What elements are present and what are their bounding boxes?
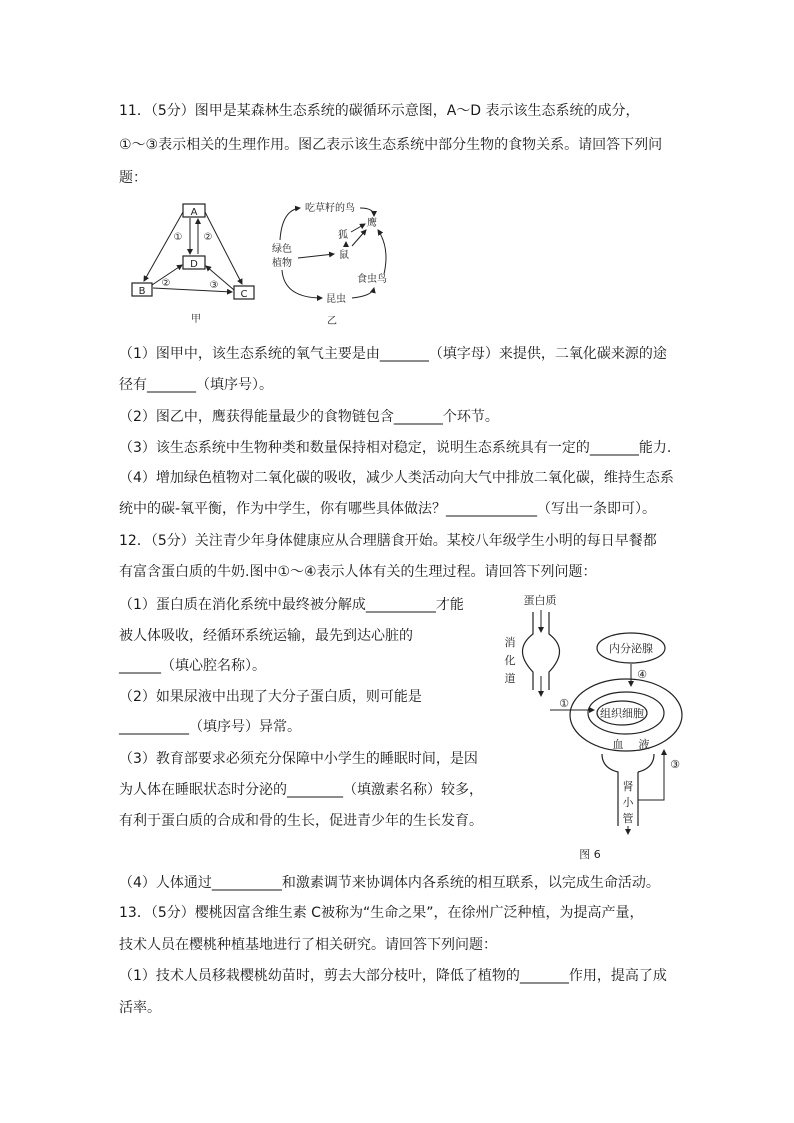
label-process-4: ④ (637, 668, 647, 681)
label-protein: 蛋白质 (523, 594, 557, 607)
organism-eagle: 鹰 (367, 218, 377, 229)
label-blood: 血 (612, 738, 624, 751)
node-a: A (190, 207, 198, 218)
q11-part4-line-2: 统中的碳-氧平衡，作为中学生，你有哪些具体做法？_____________（写出一条即可）。 (119, 501, 657, 517)
q12-part1-line-3: ______（填心腔名称）。 (119, 658, 266, 674)
q13-part1-line-1: （1）技术人员移栽樱桃幼苗时，剪去大部分枝叶，降低了植物的_______作用，提高了成 (119, 968, 667, 984)
arrow-label-2: ② (203, 232, 213, 243)
q12-part1-line-1: （1）蛋白质在消化系统中最终被分解成__________才能 (119, 597, 464, 613)
figure-6-caption: 图 6 (579, 848, 601, 861)
q11-part3: （3）该生态系统中生物种类和数量保持相对稳定，说明生态系统具有一定的_______能力. (119, 440, 672, 456)
label-process-3: ③ (670, 758, 680, 771)
organism-green-2: 植物 (272, 258, 292, 269)
label-process-1: ① (559, 697, 569, 710)
label-digest-2: 化 (504, 654, 516, 667)
q12-part1-line-2: 被人体吸收，经循环系统运输，最先到达心脏的 (119, 628, 413, 644)
q12-part3-line-3: 有利于蛋白质的合成和骨的生长，促进青少年的生长发育。 (119, 813, 483, 829)
q12-part2-line-2: __________（填序号）异常。 (119, 719, 301, 735)
q11-part1-line-2: 径有_______（填序号）。 (119, 377, 273, 393)
arrow-label-1: ① (173, 232, 183, 243)
label-tissue: 组织细胞 (600, 707, 644, 720)
figure-jia-carbon-cycle (128, 198, 268, 328)
label-endocrine: 内分泌腺 (609, 642, 653, 655)
q12-part3-line-2: 为人体在睡眠状态时分泌的________（填激素名称）较多， (119, 782, 483, 798)
arrow-label-2b: ② (161, 278, 171, 289)
q13-part1-line-2: 活率。 (119, 1000, 161, 1016)
q12-intro-line-2: 有富含蛋白质的牛奶.图中①～④表示人体有关的生理过程。请回答下列问题： (119, 564, 597, 580)
label-digest-3: 道 (504, 672, 516, 685)
q11-part2: （2）图乙中，鹰获得能量最少的食物链包含_______个环节。 (119, 409, 499, 425)
figure-yi-caption: 乙 (327, 316, 337, 327)
organism-insect-bird: 食虫鸟 (357, 274, 387, 285)
organism-seed-bird: 吃草籽的鸟 (305, 203, 355, 214)
node-d: D (190, 259, 198, 270)
node-c: C (240, 289, 248, 300)
q11-intro-line-1: 11．（5分）图甲是某森林生态系统的碳循环示意图，A～D 表示该生态系统的成分， (119, 103, 640, 119)
q12-part3-line-1: （3）教育部要求必须充分保障中小学生的睡眠时间，是因 (119, 751, 478, 767)
q12-intro-line-1: 12．（5分）关注青少年身体健康应从合理膳食开始。某校八年级学生小明的每日早餐都 (119, 533, 657, 549)
q13-intro-line-2: 技术人员在樱桃种植基地进行了相关研究。请回答下列问题： (119, 937, 497, 953)
label-digest-1: 消 (504, 636, 516, 649)
arrow-label-3: ③ (209, 280, 219, 291)
q13-intro-line-1: 13．（5分）樱桃因富含维生素 C被称为“生命之果”，在徐州广泛种植，为提高产量， (119, 905, 644, 921)
label-kidney-1: 肾 (622, 780, 634, 793)
organism-fox: 狐 (338, 230, 348, 241)
figure-jia-caption: 甲 (191, 314, 201, 325)
q11-intro-line-3: 题： (119, 170, 147, 186)
organism-green-1: 绿色 (272, 244, 292, 255)
figure-yi-food-web (268, 196, 398, 330)
figure-6-physiology (498, 590, 694, 862)
q11-part4-line-1: （4）增加绿色植物对二氧化碳的吸收，减少人类活动向大气中排放二氧化碳，维持生态系 (119, 470, 674, 486)
organism-insect: 昆虫 (326, 294, 346, 305)
q11-part1-line-1: （1）图甲中，该生态系统的氧气主要是由_______（填字母）来提供，二氧化碳来源的途 (119, 346, 667, 362)
label-kidney-2: 小 (622, 796, 634, 809)
q11-intro-line-2: ①～③表示相关的生理作用。图乙表示该生态系统中部分生物的食物关系。请回答下列问 (119, 137, 663, 153)
node-b: B (138, 286, 146, 297)
q12-part4: （4）人体通过__________和激素调节来协调体内各系统的相互联系，以完成生命活动。 (119, 875, 660, 891)
q12-part2-line-1: （2）如果尿液中出现了大分子蛋白质，则可能是 (119, 689, 422, 705)
label-kidney-3: 管 (622, 812, 634, 825)
label-liquid: 液 (638, 738, 650, 751)
organism-mouse: 鼠 (339, 250, 349, 261)
